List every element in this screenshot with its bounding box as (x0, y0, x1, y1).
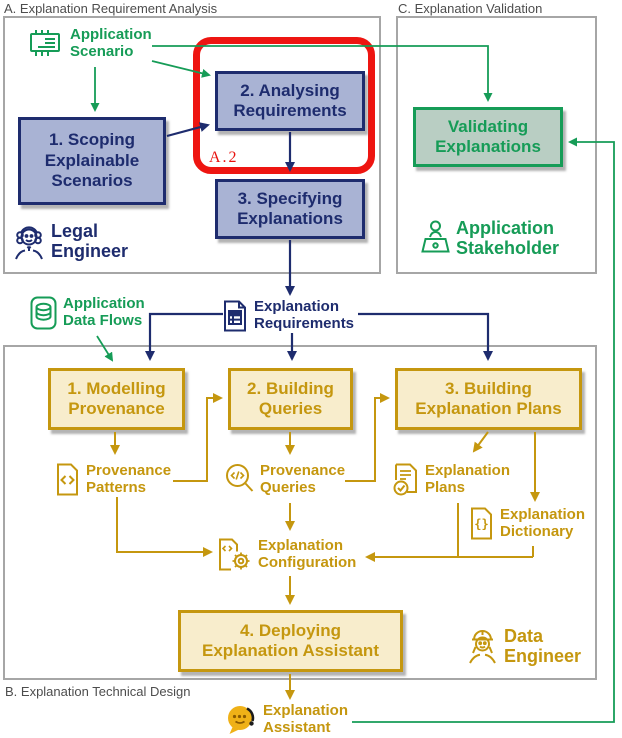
box-scoping-explainable-scenarios: 1. Scoping Explainable Scenarios (18, 117, 166, 205)
document-check-icon (392, 463, 419, 497)
document-braces-icon (469, 507, 494, 540)
box-building-explanation-plans: 3. Building Explanation Plans (395, 368, 582, 430)
database-icon (30, 296, 57, 330)
svg-text:{}: {} (474, 517, 489, 532)
explanation-requirements-label: Explanation Requirements (222, 299, 354, 333)
provenance-queries-label: Provenance Queries (225, 463, 345, 497)
application-stakeholder-label: Application Stakeholder (421, 218, 559, 259)
engineer-helmet-icon (467, 627, 498, 665)
highlight-ring-label: A.2 (209, 149, 239, 166)
document-code-icon (55, 463, 80, 496)
box-modelling-provenance: 1. Modelling Provenance (48, 368, 185, 430)
box-analysing-requirements: 2. Analysing Requirements (215, 71, 365, 131)
document-table-icon (222, 300, 248, 332)
document-gear-icon (217, 538, 252, 572)
box-deploying-explanation-assistant: 4. Deploying Explanation Assistant (178, 610, 403, 672)
explanation-dictionary-label: {} Explanation Dictionary (469, 507, 585, 541)
box-validating-explanations: Validating Explanations (413, 107, 563, 167)
application-data-flows-label: Application Data Flows (30, 296, 145, 330)
box-building-queries: 2. Building Queries (228, 368, 353, 430)
search-code-icon (225, 463, 254, 496)
chat-assistant-icon (225, 704, 257, 736)
legal-engineer-label: Legal Engineer (13, 221, 128, 262)
box-specifying-explanations: 3. Specifying Explanations (215, 179, 365, 239)
application-scenario-label: Application Scenario (26, 27, 152, 61)
section-c-label: C. Explanation Validation (398, 1, 543, 16)
section-a-label: A. Explanation Requirement Analysis (4, 1, 218, 16)
explanation-configuration-label: Explanation Configuration (217, 538, 356, 572)
provenance-patterns-label: Provenance Patterns (55, 463, 171, 497)
explanation-assistant-label: Explanation Assistant (225, 703, 348, 737)
data-engineer-label: Data Engineer (467, 626, 581, 667)
judge-person-icon (13, 221, 45, 261)
explanation-plans-label: Explanation Plans (392, 463, 510, 497)
scenario-board-icon (26, 28, 64, 60)
stakeholder-desk-icon (421, 219, 450, 257)
section-b-label: B. Explanation Technical Design (5, 684, 191, 699)
